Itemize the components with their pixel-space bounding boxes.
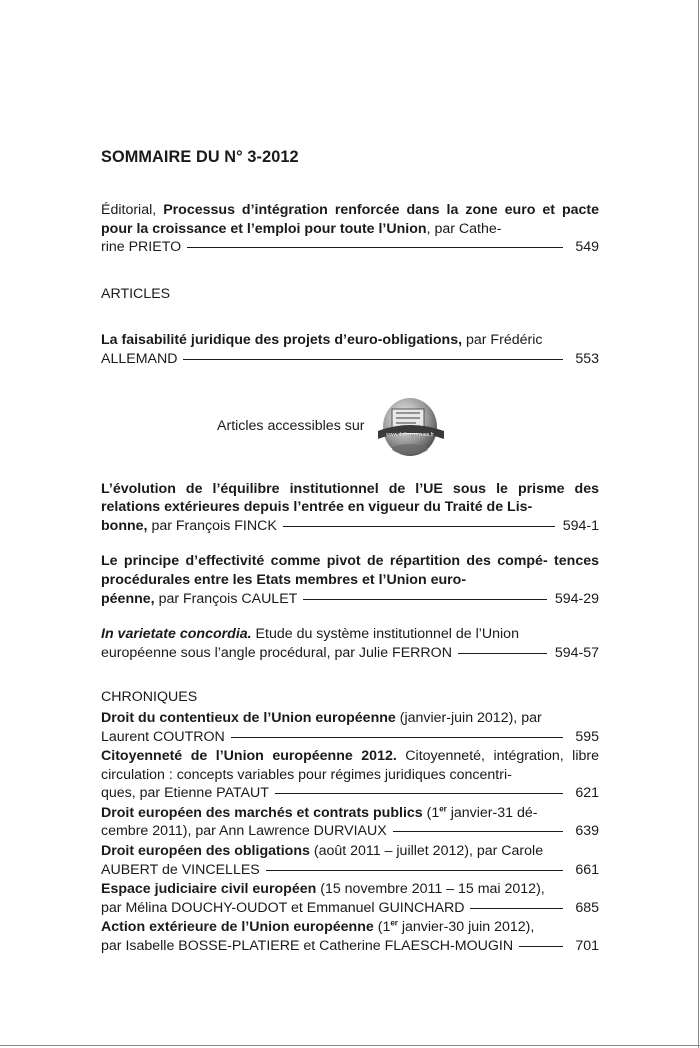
table-of-contents: [101, 146, 599, 956]
entry-page: 639: [575, 823, 599, 840]
entry-title: Processus d’intégration renforcée dans la zone euro et pacte pour la croissance et l’emploi pour toute l’Union: [101, 202, 600, 237]
entry-leader-line: [101, 728, 599, 747]
entry-page: 685: [575, 899, 599, 916]
entry-title: Citoyenneté de l’Union européenne 2012.: [101, 748, 397, 765]
entry-leader-line: [101, 861, 599, 880]
entry-leader-line: [101, 517, 599, 536]
leader-rule: [458, 653, 547, 654]
entry-details: (août 2011 – juillet 2012), par Carole: [309, 843, 544, 860]
entry-text: [101, 842, 599, 861]
toc-entry-chronique[interactable]: [101, 918, 599, 955]
leader-rule: [231, 737, 563, 738]
leader-rule: [187, 247, 563, 248]
leader-rule: [266, 870, 563, 871]
entry-leader-line: [101, 784, 599, 803]
entry-leader-line: [101, 644, 599, 663]
entry-text: [101, 201, 599, 238]
entry-title: Espace judiciaire civil européen: [101, 881, 317, 898]
entry-leader-line: [101, 899, 599, 918]
toc-entry-chronique[interactable]: [101, 842, 599, 879]
entry-text: [101, 880, 599, 899]
entry-leader-line: [101, 350, 599, 369]
entry-title: Droit européen des obligations: [101, 843, 310, 860]
entry-title-end: bonne, par François FINCK: [101, 517, 277, 534]
page-frame-right-edge: [698, 0, 699, 1048]
leader-rule: [519, 946, 563, 947]
entry-text: [101, 804, 599, 823]
leader-rule: [183, 359, 563, 360]
entry-text: [101, 918, 599, 937]
entry-text: [101, 709, 599, 728]
entry-page: 594-57: [554, 644, 599, 661]
entry-prefix: Éditorial,: [101, 202, 164, 218]
entry-text: [101, 331, 599, 350]
entry-leader-line: [101, 822, 599, 841]
entry-author: par François FINCK: [147, 517, 277, 534]
toc-entry-editorial[interactable]: [101, 201, 599, 257]
entry-title: Droit du contentieux de l’Union européenne: [101, 709, 396, 726]
entry-title: La faisabilité juridique des projets d’euro-obligations,: [101, 332, 463, 349]
entry-title: Le principe d’effectivité comme pivot de répartition des compé- tences procédurales entre les Etats membres et l’Union euro-: [101, 553, 599, 588]
entry-page: 553: [575, 350, 599, 367]
toc-entry-chronique[interactable]: [101, 880, 599, 917]
leader-rule: [275, 793, 563, 794]
entry-title: L’évolution de l’équilibre institutionnel de l’UE sous le prisme des relations extérieures depuis l’entrée en vigueur du Traité de Lis-: [101, 480, 599, 516]
entry-author: cembre 2011), par Ann Lawrence DURVIAUX: [101, 823, 387, 840]
entry-author: ALLEMAND: [101, 350, 178, 367]
entry-page: 661: [575, 861, 599, 878]
entry-author: AUBERT de VINCELLES: [101, 861, 260, 878]
entry-text: [101, 625, 599, 644]
entry-leader-line: [101, 937, 599, 956]
entry-author: ques, par Etienne PATAUT: [101, 785, 269, 802]
entry-title: Droit européen des marchés et contrats publics: [101, 804, 423, 821]
toc-entry-chronique[interactable]: [101, 709, 599, 746]
entry-author: rine PRIETO: [101, 239, 182, 256]
entry-leader-line: [101, 590, 599, 609]
online-availability: [101, 395, 599, 459]
entry-title: In varietate concordia.: [101, 626, 252, 643]
entry-page: 594-1: [562, 517, 599, 534]
logo-text: www.dalloz-revues.fr: [386, 431, 435, 438]
entry-author: par François CAULET: [154, 590, 298, 607]
ordinal-suffix: er: [439, 804, 447, 814]
section-heading-chroniques: CHRONIQUES: [101, 689, 198, 706]
entry-author: par Mélina DOUCHY-OUDOT et Emmanuel GUINCHARD: [101, 899, 465, 916]
toc-entry-article[interactable]: [101, 331, 599, 368]
leader-rule: [393, 831, 563, 832]
leader-rule: [470, 908, 563, 909]
online-availability-text: Articles accessibles sur: [217, 418, 365, 435]
entry-page: 621: [575, 785, 599, 802]
dalloz-revues-logo-icon[interactable]: [372, 395, 448, 459]
entry-details: janvier-30 juin 2012),: [397, 919, 535, 936]
page-frame-bottom-edge: [0, 1045, 700, 1046]
toc-entry-chronique[interactable]: [101, 804, 599, 841]
entry-title-end: péenne, par François CAULET: [101, 590, 298, 607]
leader-rule: [303, 599, 546, 600]
toc-entry-article[interactable]: [101, 625, 599, 662]
entry-page: 594-29: [554, 590, 599, 607]
entry-page: 549: [575, 239, 599, 256]
entry-details-start: (1: [422, 804, 440, 821]
entry-author: Laurent COUTRON: [101, 728, 225, 745]
entry-author: par Isabelle BOSSE-PLATIERE et Catherine FLAESCH-MOUGIN: [101, 938, 514, 955]
toc-entry-chronique[interactable]: [101, 747, 599, 803]
toc-entry-article[interactable]: [101, 480, 599, 536]
entry-details: janvier-31 dé-: [446, 804, 538, 821]
entry-details: (15 novembre 2011 – 15 mai 2012),: [316, 881, 545, 898]
entry-leader-line: [101, 238, 599, 257]
ordinal-suffix: er: [390, 918, 398, 928]
page-title: SOMMAIRE DU N° 3-2012: [101, 148, 299, 166]
entry-title: Action extérieure de l’Union européenne: [101, 919, 374, 936]
entry-author-start: , par Cathe-: [426, 220, 502, 237]
entry-details: (janvier-juin 2012), par: [395, 709, 542, 726]
section-heading-articles: ARTICLES: [101, 285, 171, 302]
toc-entry-article[interactable]: [101, 552, 599, 608]
entry-text: [101, 747, 599, 784]
entry-author-start: par Frédéric: [462, 332, 543, 349]
leader-rule: [283, 526, 555, 527]
entry-page: 595: [575, 728, 599, 745]
entry-subtitle: Etude du système institutionnel de l’Union: [251, 626, 519, 643]
entry-author: européenne sous l’angle procédural, par Julie FERRON: [101, 644, 452, 661]
entry-details-start: (1: [373, 919, 391, 936]
entry-page: 701: [575, 938, 599, 955]
entry-details: Citoyenneté, intégration, libre circulation : concepts variables pour régimes juridiques concentri-: [101, 748, 599, 783]
